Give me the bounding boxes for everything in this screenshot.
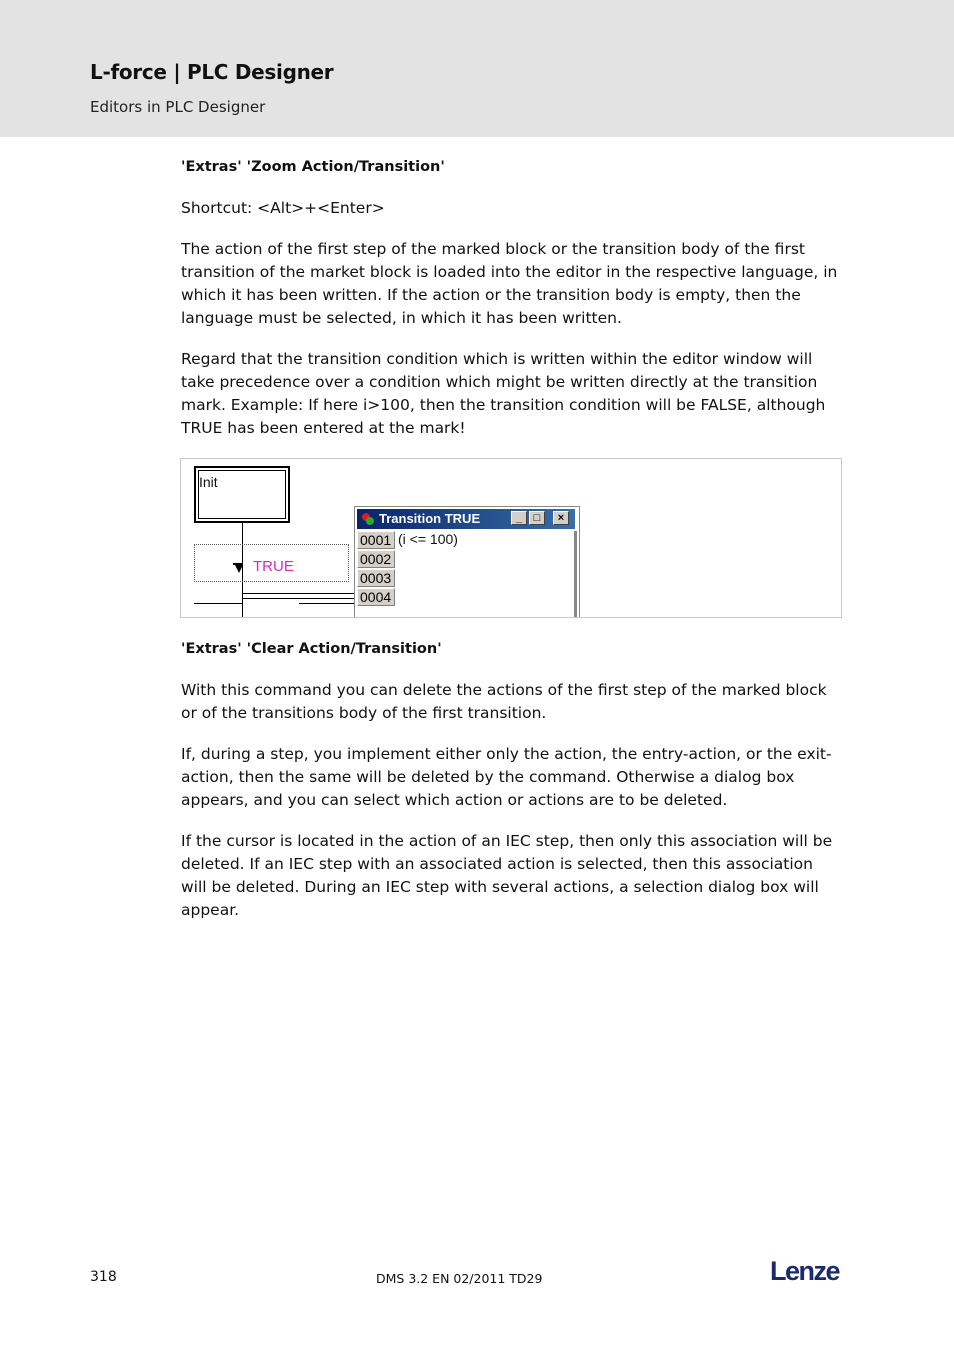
line-number: 0002: [357, 550, 395, 568]
line-number: 0003: [357, 569, 395, 587]
minimize-button[interactable]: _: [511, 511, 527, 525]
sfc-branch-line-right: [299, 603, 354, 604]
paragraph-clear-3: If the cursor is located in the action of an IEC step, then only this association will be deleted. If an IEC step with an associated action is selected, then this association will be deleted. During an IEC step with several actions, a selection dialog box will appear.: [181, 832, 833, 919]
transition-label: TRUE: [253, 558, 294, 575]
heading-zoom-action: 'Extras' 'Zoom Action/Transition': [181, 159, 445, 175]
sfc-branch-line: [194, 603, 242, 604]
paragraph-clear-1: With this command you can delete the actions of the first step of the marked block or of the transitions body of the first transition.: [181, 681, 827, 722]
window-edge: [574, 531, 577, 618]
paragraph-zoom-2: Regard that the transition condition which is written within the editor window will take precedence over a condition which might be written directly at the transition mark. Example: If here i>100, then the transition condition will be FALSE, although TRUE has been entered at the mark!: [181, 350, 826, 437]
code-line[interactable]: [357, 569, 575, 588]
heading-clear-action: 'Extras' 'Clear Action/Transition': [181, 641, 442, 657]
document-id: DMS 3.2 EN 02/2011 TD29: [376, 1271, 543, 1286]
init-step-box: [194, 466, 290, 523]
line-number: 0001: [357, 531, 395, 549]
transition-editor-window[interactable]: [354, 506, 580, 618]
window-title: Transition TRUE: [379, 511, 481, 526]
code-editor[interactable]: [357, 531, 575, 607]
transition-app-icon: [361, 512, 375, 526]
page-header: [0, 0, 954, 137]
transition-arrow-icon: [235, 565, 243, 573]
main-content: [181, 156, 843, 940]
document-title: L-force | PLC Designer: [90, 60, 334, 84]
sfc-branch-line-mid: [242, 598, 354, 599]
page-number: 318: [90, 1269, 117, 1285]
sfc-screenshot-figure: [180, 458, 842, 618]
lenze-logo: Lenze: [770, 1256, 840, 1286]
code-line[interactable]: [357, 588, 575, 607]
code-line[interactable]: [357, 550, 575, 569]
line-number: 0004: [357, 588, 395, 606]
close-button[interactable]: ×: [553, 511, 569, 525]
maximize-button[interactable]: □: [529, 511, 545, 525]
init-step-label: Init: [199, 474, 218, 490]
sfc-branch-line-top: [242, 593, 354, 594]
section-subtitle: Editors in PLC Designer: [90, 98, 266, 116]
code-text: (i <= 100): [398, 531, 458, 547]
code-line[interactable]: [357, 531, 575, 550]
paragraph-clear-2: If, during a step, you implement either only the action, the entry-action, or the exit-action, then the same will be deleted by the command. Otherwise a dialog box appears, and you can select which action or actions are to be deleted.: [181, 745, 832, 809]
paragraph-zoom-1: The action of the first step of the marked block or the transition body of the first transition of the market block is loaded into the editor in the respective language, in which it has been written. If the action or the transition body is empty, then the language must be selected, in which it has been written.: [181, 240, 838, 327]
window-title-bar[interactable]: [357, 509, 575, 529]
shortcut-text: Shortcut: <Alt>+<Enter>: [181, 199, 385, 217]
